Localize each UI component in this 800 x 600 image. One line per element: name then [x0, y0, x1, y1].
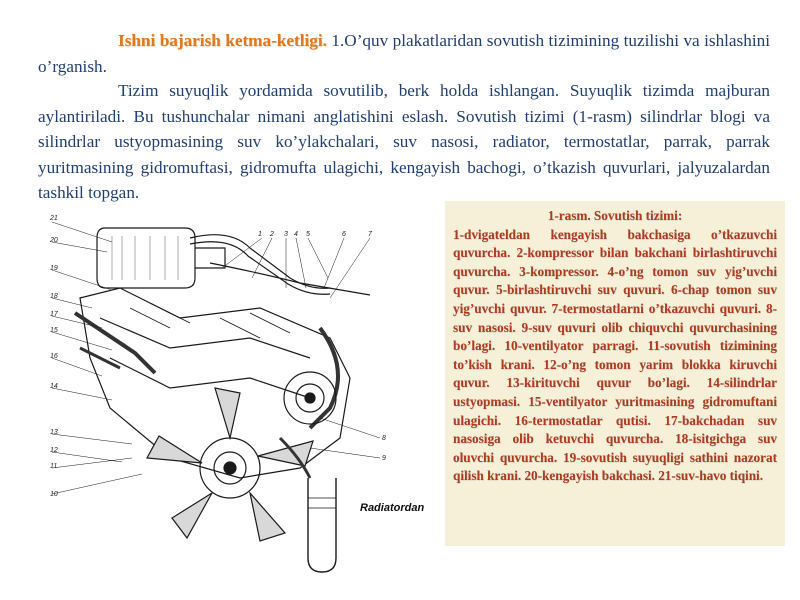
callout-1: 1	[258, 231, 262, 238]
figure-caption	[445, 201, 785, 546]
callout-15: 15	[50, 327, 58, 334]
section-heading: Ishni bajarish ketma-ketligi.	[118, 31, 327, 50]
callout-3: 3	[284, 231, 288, 238]
caption-title: 1-rasm. Sovutish tizimi:	[547, 208, 683, 223]
intro-text: 1.O’quv plakatlaridan sovutish tizimining tuzilishi va ishlashini o’rganish.	[38, 31, 770, 76]
callout-4: 4	[294, 231, 298, 238]
callout-21: 21	[50, 215, 58, 222]
callout-19: 19	[50, 265, 58, 272]
callout-12: 12	[50, 447, 58, 454]
callout-16: 16	[50, 353, 58, 360]
callout-9: 9	[382, 455, 386, 462]
callout-10: 10	[50, 491, 58, 498]
intro-paragraph	[38, 28, 770, 79]
caption-body: 1-dvigateldan kengayish bakchasiga o’tkazuvchi quvurcha. 2-kompressor bilan bakchani birlashtiruvchi quvurcha. 3-kompressor. 4-o’ng tomon suv yig’uvchi quvur. 5-birlashtiruvchi suv quvuri. 6-chap tomon suv yig’uvchi quvur. 7-termostatlarni o’tkazuvchi quvuri. 8-suv nasosi. 9-suv quvuri olib chiquvchi quvurchasining bo’lagi. 10-ventilyator parragi. 11-sovutish tizimining to’kish krani. 12-o’ng tomon yarim blokka kiruvchi quvur. 13-kirituvchi quvur bo’lagi. 14-silindrlar ustyopmasi. 15-ventilyator yuritmasining gidromuftani ulagichi. 16-termostatlar qutisi. 17-bakchadan suv nasosiga olib ketuvchi quvurcha. 18-isitgichga suv oluvchi quvurcha. 19-sovutish suyuqligi sathini nazorat qilish krani. 20-kengayish bakchasi. 21-suv-havo tiqini.	[453, 226, 777, 484]
description-paragraph	[38, 78, 770, 206]
callout-14: 14	[50, 383, 58, 390]
callout-13: 13	[50, 429, 58, 436]
callout-11: 11	[50, 463, 58, 470]
callout-8: 8	[382, 435, 386, 442]
callout-20: 20	[50, 237, 58, 244]
callout-17: 17	[50, 311, 58, 318]
callout-2: 2	[270, 231, 274, 238]
radiator-label: Radiatordan	[360, 502, 425, 514]
callout-18: 18	[50, 293, 58, 300]
callout-5: 5	[306, 231, 310, 238]
cooling-system-diagram	[40, 208, 440, 580]
callout-6: 6	[342, 231, 346, 238]
callout-7: 7	[368, 231, 372, 238]
description-text: Tizim suyuqlik yordamida sovutilib, berk holda ishlangan. Suyuqlik tizimda majburan aylantiriladi. Bu tushunchalar nimani anglatishini eslash. Sovutish tizimi (1-rasm) silindrlar blogi va silindrlar ustyopmasining suv ko’ylakchalari, suv nasosi, radiator, termostatlar, parrak, parrak yuritmasining gidromuftasi, gidromufta ulagichi, kengayish bachogi, o’tkazish quvurlari, jalyuzalardan tashkil topgan.	[38, 81, 770, 202]
